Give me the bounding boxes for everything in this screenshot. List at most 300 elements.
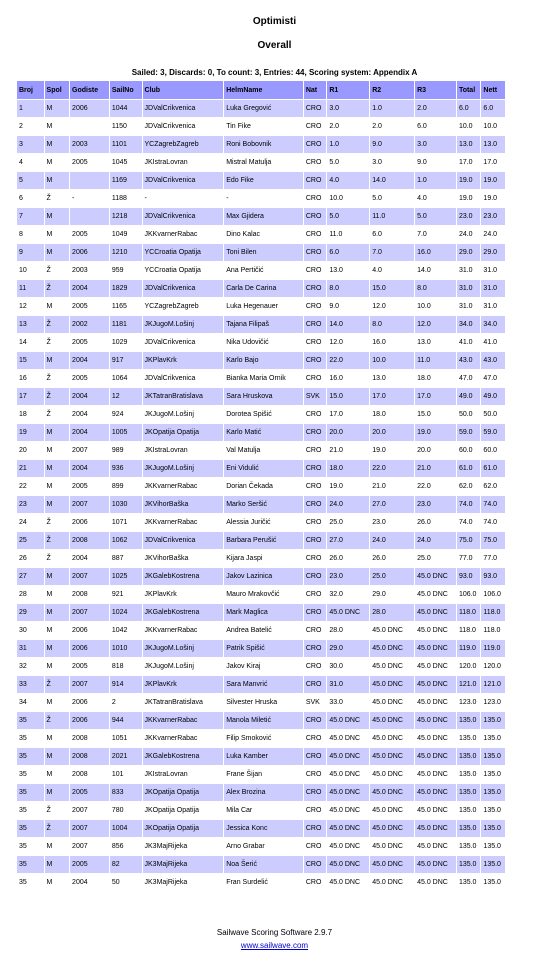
table-row: [17, 586, 505, 603]
col-header-sail-number: SailNo: [110, 81, 142, 99]
cell-sail-number: 2021: [110, 748, 142, 765]
cell-nett: 135.0: [481, 784, 505, 801]
cell-sail-number: 1181: [110, 316, 142, 333]
cell-nationality: CRO: [304, 280, 326, 297]
cell-helm-name: Mauro Mrakovčić: [224, 586, 303, 603]
col-header-birth-year: Godiste: [70, 81, 109, 99]
cell-gender: Ž: [45, 802, 70, 819]
cell-club: JKVihorBaška: [143, 550, 224, 567]
cell-helm-name: Luka Kamber: [224, 748, 303, 765]
cell-total: 121.0: [457, 676, 480, 693]
cell-race-2: 1.0: [370, 100, 414, 117]
cell-club: JK3MajRijeka: [143, 838, 224, 855]
cell-birth-year: 2007: [70, 802, 109, 819]
table-row: [17, 442, 505, 459]
cell-gender: Ž: [45, 190, 70, 207]
cell-total: 75.0: [457, 532, 480, 549]
sailwave-link[interactable]: www.sailwave.com: [240, 941, 309, 950]
cell-birth-year: 2005: [70, 658, 109, 675]
cell-birth-year: 2006: [70, 622, 109, 639]
cell-club: JKKvarnerRabac: [143, 514, 224, 531]
col-header-nett: Nett: [481, 81, 505, 99]
cell-race-2: 20.0: [370, 424, 414, 441]
cell-helm-name: Jakov Lazinica: [224, 568, 303, 585]
cell-birth-year: 2004: [70, 388, 109, 405]
cell-helm-name: Noa Šerić: [224, 856, 303, 873]
cell-sail-number: 856: [110, 838, 142, 855]
cell-club: JKPlavKrk: [143, 352, 224, 369]
col-header-helm-name: HelmName: [224, 81, 303, 99]
cell-total: 19.0: [457, 172, 480, 189]
cell-race-2: 10.0: [370, 352, 414, 369]
cell-helm-name: Fran Surdelić: [224, 874, 303, 891]
col-header-club: Club: [143, 81, 224, 99]
cell-total: 106.0: [457, 586, 480, 603]
cell-club: JKTatranBratislava: [143, 388, 224, 405]
cell-nationality: CRO: [304, 604, 326, 621]
cell-helm-name: Manola Miletić: [224, 712, 303, 729]
cell-race-1: 2.0: [327, 118, 369, 135]
cell-birth-year: 2007: [70, 442, 109, 459]
cell-race-3: 15.0: [415, 406, 456, 423]
cell-rank: 9: [17, 244, 44, 261]
cell-race-1: 45.0 DNC: [327, 604, 369, 621]
cell-total: 23.0: [457, 208, 480, 225]
cell-nett: 10.0: [481, 118, 505, 135]
cell-race-1: 20.0: [327, 424, 369, 441]
cell-nett: 31.0: [481, 280, 505, 297]
cell-nationality: CRO: [304, 262, 326, 279]
cell-birth-year: 2008: [70, 586, 109, 603]
cell-race-3: 14.0: [415, 262, 456, 279]
cell-sail-number: 780: [110, 802, 142, 819]
cell-gender: M: [45, 172, 70, 189]
cell-nett: 135.0: [481, 856, 505, 873]
cell-nett: 47.0: [481, 370, 505, 387]
table-row: [17, 316, 505, 333]
cell-nett: 19.0: [481, 190, 505, 207]
cell-sail-number: 50: [110, 874, 142, 891]
cell-gender: Ž: [45, 334, 70, 351]
cell-sail-number: 989: [110, 442, 142, 459]
cell-club: JDValCrikvenica: [143, 100, 224, 117]
cell-nationality: CRO: [304, 172, 326, 189]
cell-sail-number: 1025: [110, 568, 142, 585]
cell-rank: 30: [17, 622, 44, 639]
cell-race-1: 21.0: [327, 442, 369, 459]
series-title: Optimisti: [252, 16, 297, 27]
cell-gender: Ž: [45, 676, 70, 693]
table-row: [17, 856, 505, 873]
cell-nett: 75.0: [481, 532, 505, 549]
cell-race-1: 45.0 DNC: [327, 802, 369, 819]
cell-helm-name: Silvester Hruska: [224, 694, 303, 711]
cell-total: 17.0: [457, 154, 480, 171]
cell-race-3: 3.0: [415, 136, 456, 153]
table-row: [17, 784, 505, 801]
cell-gender: M: [45, 622, 70, 639]
cell-gender: M: [45, 478, 70, 495]
cell-race-1: 19.0: [327, 478, 369, 495]
cell-birth-year: 2008: [70, 766, 109, 783]
cell-sail-number: 12: [110, 388, 142, 405]
cell-helm-name: Roni Bobovnik: [224, 136, 303, 153]
cell-birth-year: 2008: [70, 748, 109, 765]
cell-sail-number: 1005: [110, 424, 142, 441]
cell-race-2: 26.0: [370, 550, 414, 567]
cell-race-3: 45.0 DNC: [415, 766, 456, 783]
cell-race-3: 45.0 DNC: [415, 802, 456, 819]
cell-gender: M: [45, 694, 70, 711]
cell-birth-year: 2005: [70, 298, 109, 315]
cell-nett: 13.0: [481, 136, 505, 153]
cell-race-1: 4.0: [327, 172, 369, 189]
cell-total: 135.0: [457, 712, 480, 729]
cell-nationality: CRO: [304, 190, 326, 207]
table-row: [17, 352, 505, 369]
cell-race-1: 31.0: [327, 676, 369, 693]
cell-nett: 6.0: [481, 100, 505, 117]
cell-sail-number: 1165: [110, 298, 142, 315]
cell-nett: 135.0: [481, 874, 505, 891]
cell-birth-year: -: [70, 190, 109, 207]
table-row: [17, 802, 505, 819]
cell-birth-year: 2007: [70, 604, 109, 621]
cell-club: JKGalebKostrena: [143, 748, 224, 765]
cell-nett: 74.0: [481, 496, 505, 513]
cell-race-1: 45.0 DNC: [327, 874, 369, 891]
cell-rank: 35: [17, 802, 44, 819]
cell-rank: 22: [17, 478, 44, 495]
table-row: [17, 244, 505, 261]
cell-nett: 77.0: [481, 550, 505, 567]
cell-club: JKKvarnerRabac: [143, 478, 224, 495]
cell-nett: 118.0: [481, 622, 505, 639]
cell-race-3: 8.0: [415, 280, 456, 297]
cell-helm-name: Sara Manvrić: [224, 676, 303, 693]
cell-helm-name: Barbara Perušić: [224, 532, 303, 549]
cell-rank: 23: [17, 496, 44, 513]
cell-race-2: 45.0 DNC: [370, 802, 414, 819]
cell-gender: Ž: [45, 406, 70, 423]
cell-club: JDValCrikvenica: [143, 118, 224, 135]
cell-rank: 12: [17, 298, 44, 315]
results-table: [16, 80, 506, 892]
cell-helm-name: Tin Fike: [224, 118, 303, 135]
cell-nett: 49.0: [481, 388, 505, 405]
cell-nationality: CRO: [304, 316, 326, 333]
cell-nett: 118.0: [481, 604, 505, 621]
cell-gender: M: [45, 874, 70, 891]
cell-race-2: 7.0: [370, 244, 414, 261]
cell-race-1: 6.0: [327, 244, 369, 261]
cell-nationality: SVK: [304, 388, 326, 405]
cell-race-3: 45.0 DNC: [415, 712, 456, 729]
table-row: [17, 874, 505, 891]
cell-nett: 19.0: [481, 172, 505, 189]
cell-nationality: CRO: [304, 658, 326, 675]
cell-gender: M: [45, 118, 70, 135]
cell-nationality: CRO: [304, 424, 326, 441]
cell-nett: 93.0: [481, 568, 505, 585]
cell-race-3: 45.0 DNC: [415, 640, 456, 657]
table-row: [17, 460, 505, 477]
cell-race-3: 45.0 DNC: [415, 784, 456, 801]
cell-gender: Ž: [45, 532, 70, 549]
cell-birth-year: 2003: [70, 136, 109, 153]
cell-nett: 135.0: [481, 712, 505, 729]
cell-total: 135.0: [457, 820, 480, 837]
cell-helm-name: Dorian Čekada: [224, 478, 303, 495]
cell-race-1: 27.0: [327, 532, 369, 549]
cell-nationality: CRO: [304, 838, 326, 855]
cell-total: 118.0: [457, 604, 480, 621]
table-row: [17, 550, 505, 567]
cell-race-2: 17.0: [370, 388, 414, 405]
cell-gender: M: [45, 586, 70, 603]
cell-total: 135.0: [457, 874, 480, 891]
results-table-body: [17, 100, 505, 891]
results-table-header: [17, 81, 505, 99]
cell-rank: 6: [17, 190, 44, 207]
cell-race-1: 29.0: [327, 640, 369, 657]
cell-race-2: 45.0 DNC: [370, 766, 414, 783]
cell-race-2: 45.0 DNC: [370, 730, 414, 747]
cell-rank: 14: [17, 334, 44, 351]
cell-race-3: 45.0 DNC: [415, 730, 456, 747]
cell-sail-number: 1042: [110, 622, 142, 639]
cell-total: 135.0: [457, 766, 480, 783]
cell-birth-year: 2006: [70, 244, 109, 261]
table-row: [17, 496, 505, 513]
cell-birth-year: 2004: [70, 352, 109, 369]
cell-race-2: 45.0 DNC: [370, 784, 414, 801]
cell-club: JKGalebKostrena: [143, 568, 224, 585]
cell-race-2: 5.0: [370, 190, 414, 207]
cell-club: YCZagrebZagreb: [143, 298, 224, 315]
cell-helm-name: Sara Hruskova: [224, 388, 303, 405]
cell-nett: 135.0: [481, 820, 505, 837]
cell-race-1: 45.0 DNC: [327, 784, 369, 801]
cell-sail-number: 1188: [110, 190, 142, 207]
cell-nett: 31.0: [481, 262, 505, 279]
cell-nett: 43.0: [481, 352, 505, 369]
cell-rank: 35: [17, 712, 44, 729]
cell-helm-name: -: [224, 190, 303, 207]
cell-nationality: CRO: [304, 586, 326, 603]
cell-race-1: 45.0 DNC: [327, 838, 369, 855]
cell-club: JKGalebKostrena: [143, 604, 224, 621]
table-row: [17, 838, 505, 855]
cell-total: 93.0: [457, 568, 480, 585]
cell-rank: 25: [17, 532, 44, 549]
cell-gender: M: [45, 244, 70, 261]
cell-helm-name: Nika Udovičić: [224, 334, 303, 351]
cell-nett: 60.0: [481, 442, 505, 459]
col-header-race-2: R2: [370, 81, 414, 99]
cell-total: 19.0: [457, 190, 480, 207]
cell-club: JKTatranBratislava: [143, 694, 224, 711]
cell-club: YCCroatia Opatija: [143, 262, 224, 279]
cell-sail-number: 959: [110, 262, 142, 279]
cell-total: 123.0: [457, 694, 480, 711]
cell-gender: Ž: [45, 550, 70, 567]
cell-birth-year: 2005: [70, 226, 109, 243]
cell-birth-year: 2006: [70, 100, 109, 117]
table-row: [17, 172, 505, 189]
cell-race-3: 16.0: [415, 244, 456, 261]
cell-club: JKJugoM.Lošinj: [143, 316, 224, 333]
cell-total: 31.0: [457, 262, 480, 279]
cell-race-2: 29.0: [370, 586, 414, 603]
cell-race-2: 6.0: [370, 226, 414, 243]
cell-rank: 28: [17, 586, 44, 603]
cell-rank: 35: [17, 838, 44, 855]
cell-rank: 21: [17, 460, 44, 477]
cell-race-1: 45.0 DNC: [327, 730, 369, 747]
cell-race-2: 45.0 DNC: [370, 694, 414, 711]
cell-rank: 31: [17, 640, 44, 657]
cell-birth-year: 2007: [70, 838, 109, 855]
cell-total: 74.0: [457, 496, 480, 513]
cell-rank: 16: [17, 370, 44, 387]
cell-race-3: 18.0: [415, 370, 456, 387]
cell-club: JK3MajRijeka: [143, 874, 224, 891]
cell-race-3: 1.0: [415, 172, 456, 189]
cell-race-2: 16.0: [370, 334, 414, 351]
cell-gender: M: [45, 748, 70, 765]
cell-club: JKJugoM.Lošinj: [143, 460, 224, 477]
table-row: [17, 208, 505, 225]
cell-rank: 11: [17, 280, 44, 297]
cell-helm-name: Alessia Juričić: [224, 514, 303, 531]
cell-race-3: 22.0: [415, 478, 456, 495]
cell-gender: M: [45, 730, 70, 747]
cell-club: JKPlavKrk: [143, 676, 224, 693]
cell-sail-number: 944: [110, 712, 142, 729]
cell-race-2: 45.0 DNC: [370, 820, 414, 837]
cell-race-1: 45.0 DNC: [327, 712, 369, 729]
cell-gender: M: [45, 856, 70, 873]
cell-nett: 41.0: [481, 334, 505, 351]
cell-total: 74.0: [457, 514, 480, 531]
cell-helm-name: Mistral Matulja: [224, 154, 303, 171]
cell-race-3: 45.0 DNC: [415, 820, 456, 837]
table-row: [17, 136, 505, 153]
cell-nationality: CRO: [304, 676, 326, 693]
table-row: [17, 676, 505, 693]
cell-nett: 119.0: [481, 640, 505, 657]
cell-club: JDValCrikvenica: [143, 532, 224, 549]
cell-race-3: 24.0: [415, 532, 456, 549]
cell-helm-name: Ana Pertičić: [224, 262, 303, 279]
cell-helm-name: Filip Smoković: [224, 730, 303, 747]
cell-sail-number: 1062: [110, 532, 142, 549]
cell-total: 41.0: [457, 334, 480, 351]
cell-race-1: 45.0 DNC: [327, 748, 369, 765]
cell-race-3: 4.0: [415, 190, 456, 207]
table-row: [17, 730, 505, 747]
cell-birth-year: 2006: [70, 694, 109, 711]
cell-race-1: 10.0: [327, 190, 369, 207]
cell-sail-number: 917: [110, 352, 142, 369]
cell-gender: Ž: [45, 262, 70, 279]
cell-birth-year: 2004: [70, 460, 109, 477]
cell-rank: 34: [17, 694, 44, 711]
scoring-summary: Sailed: 3, Discards: 0, To count: 3, Entries: 44, Scoring system: Appendix A: [131, 68, 418, 77]
cell-nett: 135.0: [481, 766, 505, 783]
cell-total: 47.0: [457, 370, 480, 387]
cell-total: 49.0: [457, 388, 480, 405]
cell-nationality: CRO: [304, 856, 326, 873]
cell-sail-number: 1071: [110, 514, 142, 531]
cell-nationality: CRO: [304, 154, 326, 171]
table-row: [17, 388, 505, 405]
cell-nationality: CRO: [304, 442, 326, 459]
cell-nationality: CRO: [304, 208, 326, 225]
cell-sail-number: 82: [110, 856, 142, 873]
cell-total: 61.0: [457, 460, 480, 477]
table-row: [17, 532, 505, 549]
cell-gender: M: [45, 442, 70, 459]
cell-birth-year: 2006: [70, 712, 109, 729]
cell-birth-year: 2006: [70, 514, 109, 531]
cell-rank: 29: [17, 604, 44, 621]
cell-race-2: 45.0 DNC: [370, 874, 414, 891]
cell-birth-year: 2007: [70, 496, 109, 513]
cell-race-1: 22.0: [327, 352, 369, 369]
cell-birth-year: 2002: [70, 316, 109, 333]
cell-gender: M: [45, 208, 70, 225]
cell-race-1: 45.0 DNC: [327, 856, 369, 873]
cell-sail-number: 1030: [110, 496, 142, 513]
cell-rank: 10: [17, 262, 44, 279]
cell-birth-year: 2005: [70, 478, 109, 495]
cell-total: 6.0: [457, 100, 480, 117]
cell-club: JDValCrikvenica: [143, 280, 224, 297]
cell-club: JKIstraLovran: [143, 766, 224, 783]
cell-nationality: CRO: [304, 334, 326, 351]
cell-helm-name: Luka Hegenauer: [224, 298, 303, 315]
cell-total: 135.0: [457, 748, 480, 765]
cell-birth-year: [70, 118, 109, 135]
cell-club: JKOpatija Opatija: [143, 802, 224, 819]
cell-sail-number: 2: [110, 694, 142, 711]
cell-nett: 74.0: [481, 514, 505, 531]
cell-club: JKOpatija Opatija: [143, 784, 224, 801]
cell-nationality: CRO: [304, 514, 326, 531]
cell-helm-name: Eni Vidulić: [224, 460, 303, 477]
cell-race-1: 14.0: [327, 316, 369, 333]
table-row: [17, 514, 505, 531]
cell-helm-name: Dino Kalac: [224, 226, 303, 243]
cell-race-1: 24.0: [327, 496, 369, 513]
cell-race-3: 45.0 DNC: [415, 874, 456, 891]
cell-rank: 3: [17, 136, 44, 153]
table-row: [17, 100, 505, 117]
cell-race-3: 45.0 DNC: [415, 568, 456, 585]
cell-gender: Ž: [45, 370, 70, 387]
cell-sail-number: 914: [110, 676, 142, 693]
cell-rank: 5: [17, 172, 44, 189]
cell-gender: Ž: [45, 280, 70, 297]
cell-race-2: 45.0 DNC: [370, 640, 414, 657]
cell-nationality: CRO: [304, 550, 326, 567]
table-row: [17, 622, 505, 639]
cell-nationality: CRO: [304, 136, 326, 153]
table-row: [17, 298, 505, 315]
cell-race-1: 28.0: [327, 622, 369, 639]
